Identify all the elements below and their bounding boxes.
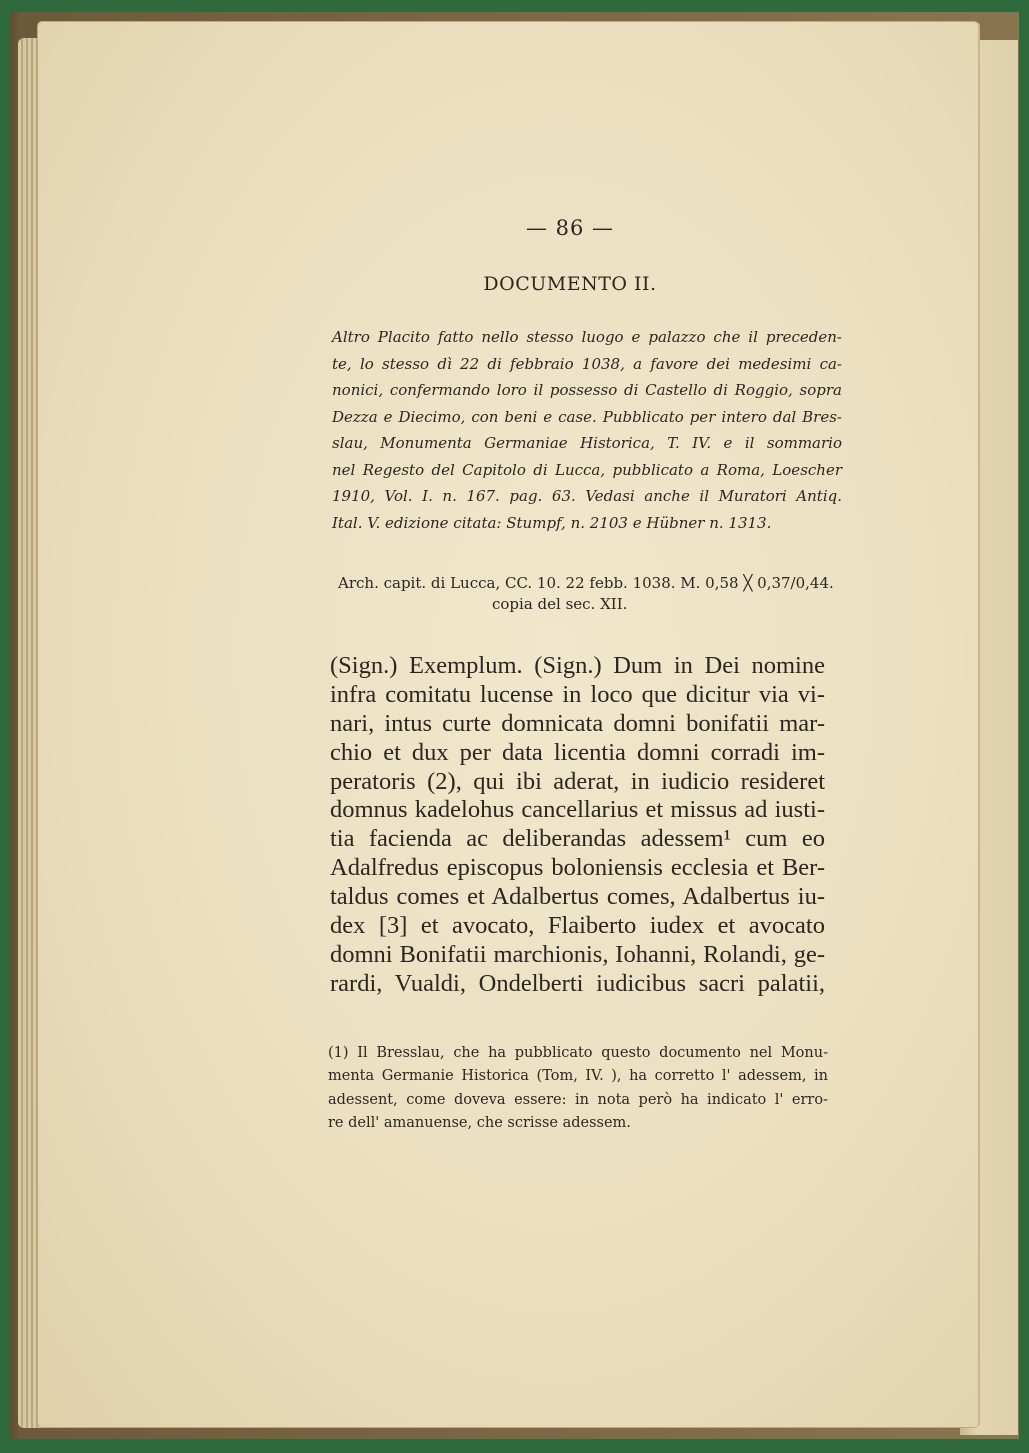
- footnote-line: menta Germanie Historica (Tom, IV. ), ha corretto l' adessem, in: [328, 1068, 828, 1085]
- footnote-line: re dell' amanuense, che scrisse adessem.: [328, 1114, 631, 1131]
- body-line: nari, intus curte domnicata domni bonifatii mar-: [330, 709, 825, 737]
- body-line: rardi, Vualdi, Ondelberti iudicibus sacri palatii,: [330, 969, 825, 997]
- abstract-line: Ital. V. edizione citata: Stumpf, n. 2103 e Hübner n. 1313.: [332, 513, 772, 532]
- scan-border-top: [0, 0, 1029, 12]
- footnote-line: adessent, come doveva essere: in nota però ha indicato l' erro-: [328, 1091, 828, 1108]
- abstract-line: slau, Monumenta Germaniae Historica, T. IV. e il sommario: [332, 434, 842, 452]
- abstract-line: te, lo stesso dì 22 di febbraio 1038, a favore dei medesimi ca-: [332, 354, 842, 373]
- abstract-line: Dezza e Diecimo, con beni e case. Pubblicato per intero dal Bres-: [332, 407, 842, 426]
- body-line: infra comitatu lucense in loco que dicitur via vi-: [330, 680, 825, 708]
- abstract-line: Altro Placito fatto nello stesso luogo e palazzo che il preceden-: [332, 328, 842, 346]
- body-line: dex [3] et avocato, Flaiberto iudex et avocato: [330, 912, 825, 940]
- page-number: — 86 —: [525, 216, 615, 240]
- body-line: Adalfredus episcopus boloniensis ecclesia et Ber-: [330, 854, 825, 882]
- body-line: peratoris (2), qui ibi aderat, in iudicio resideret: [330, 767, 825, 795]
- body-line: tia facienda ac deliberandas adessem¹ cum eo: [330, 825, 825, 853]
- scan-border-right: [1019, 0, 1029, 1453]
- document-title: DOCUMENTO II.: [483, 273, 657, 295]
- footnote: [328, 1042, 828, 1135]
- footnote-line: (1) Il Bresslau, che ha pubblicato questo documento nel Monu-: [328, 1045, 828, 1061]
- document-abstract: [332, 324, 842, 536]
- body-line: (Sign.) Exemplum. (Sign.) Dum in Dei nomine: [330, 652, 825, 679]
- archive-copy-note: copia del sec. XII.: [492, 595, 628, 613]
- body-line: domnus kadelohus cancellarius et missus ad iusti-: [330, 796, 825, 824]
- archive-reference: Arch. capit. di Lucca, CC. 10. 22 febb. 1038. M. 0,58 ╳ 0,37/0,44.: [338, 574, 834, 592]
- document-body: [330, 652, 825, 999]
- body-line: chio et dux per data licentia domni corradi im-: [330, 738, 825, 766]
- body-line: domni Bonifatii marchionis, Iohanni, Rolandi, ge-: [330, 940, 825, 968]
- abstract-line: nel Regesto del Capitolo di Lucca, pubblicato a Roma, Loescher: [332, 460, 842, 479]
- body-line: taldus comes et Adalbertus comes, Adalbertus iu-: [330, 883, 825, 911]
- scan-border-bottom: [0, 1439, 1029, 1453]
- abstract-line: 1910, Vol. I. n. 167. pag. 63. Vedasi anche il Muratori Antiq.: [332, 487, 842, 505]
- abstract-line: nonici, confermando loro il possesso di Castello di Roggio, sopra: [332, 381, 842, 399]
- scan-border-left: [0, 0, 10, 1453]
